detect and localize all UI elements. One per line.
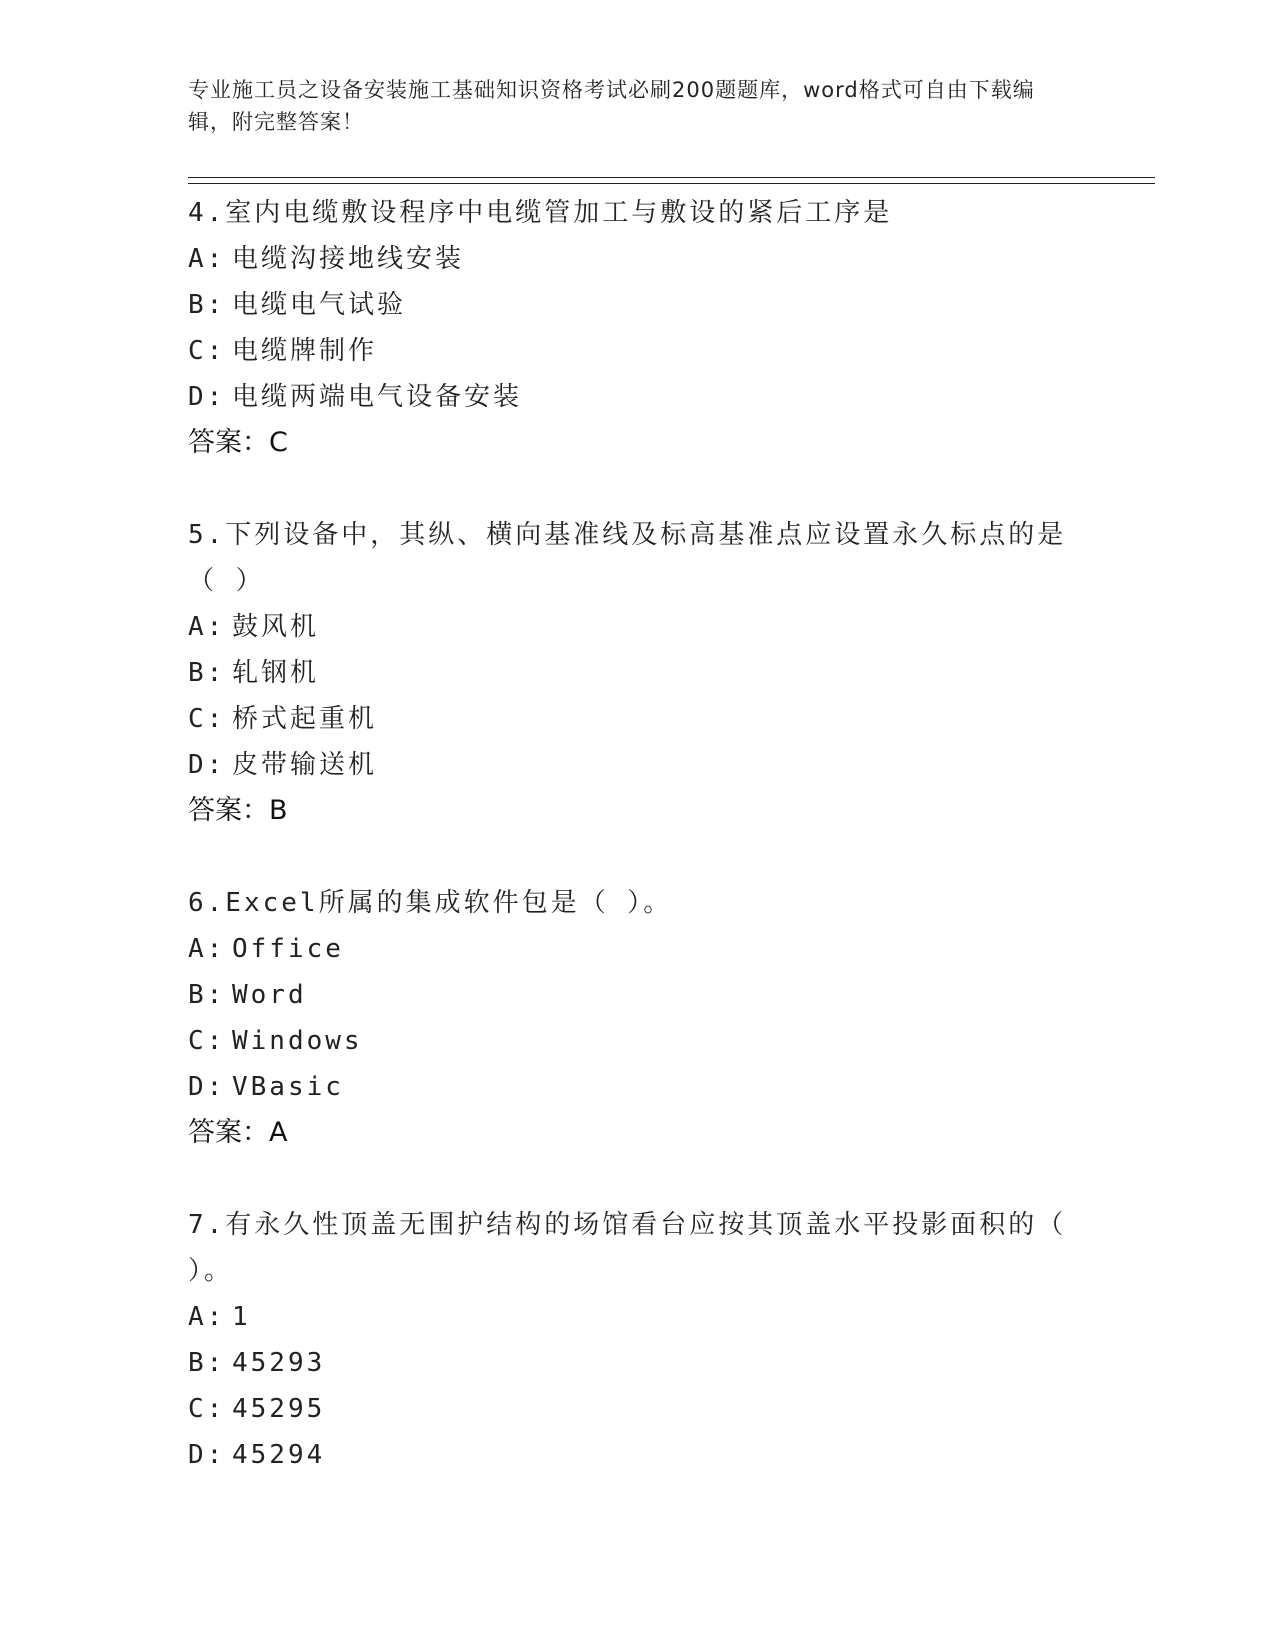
option-letter: A: [188,612,226,642]
option-letter: A: [188,934,226,964]
option-letter: C: [188,336,226,366]
option-text: 轧钢机 [232,658,320,688]
header-divider-bottom [188,183,1155,184]
option-letter: D: [188,1072,226,1102]
question-7 [188,1202,1088,1478]
option-b [188,972,1088,1018]
option-a [188,604,1088,650]
option-letter: A: [188,1302,226,1332]
option-text: Office [232,934,344,964]
option-letter: B: [188,980,226,1010]
option-text: 1 [232,1302,251,1332]
option-c [188,1018,1088,1064]
option-b [188,1340,1088,1386]
header-divider-top [188,177,1155,178]
option-text: 鼓风机 [232,612,320,642]
option-text: 电缆沟接地线安装 [232,244,465,274]
question-4 [188,190,1088,466]
option-b [188,282,1088,328]
option-text: 电缆电气试验 [232,290,407,320]
option-letter: B: [188,290,226,320]
question-stem: 7.有永久性顶盖无围护结构的场馆看台应按其顶盖水平投影面积的（ ）。 [188,1210,1067,1286]
option-c [188,1386,1088,1432]
option-letter: C: [188,1026,226,1056]
option-text: Windows [232,1026,363,1056]
option-d [188,1432,1088,1478]
option-d [188,1064,1088,1110]
question-stem: 5.下列设备中，其纵、横向基准线及标高基准点应设置永久标点的是（ ） [188,520,1067,596]
document-header: 专业施工员之设备安装施工基础知识资格考试必刷200题题库，word格式可自由下载编辑，附完整答案！ [188,78,1035,134]
answer-line: 答案：B [188,795,288,826]
option-text: 45295 [232,1394,326,1424]
option-text: 桥式起重机 [232,704,378,734]
option-text: 皮带输送机 [232,750,378,780]
option-text: 电缆两端电气设备安装 [232,382,523,412]
option-text: VBasic [232,1072,344,1102]
answer-line: 答案：A [188,1117,288,1148]
option-text: Word [232,980,307,1010]
answer-line: 答案：C [188,427,288,458]
question-list [188,190,1088,1524]
option-letter: A: [188,244,226,274]
option-text: 45293 [232,1348,326,1378]
question-6 [188,880,1088,1156]
option-b [188,650,1088,696]
option-letter: D: [188,382,226,412]
option-a [188,926,1088,972]
option-letter: C: [188,704,226,734]
option-letter: B: [188,1348,226,1378]
option-letter: D: [188,1440,226,1470]
question-stem: 6.Excel所属的集成软件包是（ ）。 [188,888,673,918]
option-letter: C: [188,1394,226,1424]
question-stem: 4.室内电缆敷设程序中电缆管加工与敷设的紧后工序是 [188,198,893,228]
question-5 [188,512,1088,834]
option-letter: D: [188,750,226,780]
option-d [188,374,1088,420]
option-a [188,236,1088,282]
option-c [188,696,1088,742]
option-d [188,742,1088,788]
option-c [188,328,1088,374]
option-letter: B: [188,658,226,688]
option-a [188,1294,1088,1340]
option-text: 45294 [232,1440,326,1470]
option-text: 电缆牌制作 [232,336,378,366]
